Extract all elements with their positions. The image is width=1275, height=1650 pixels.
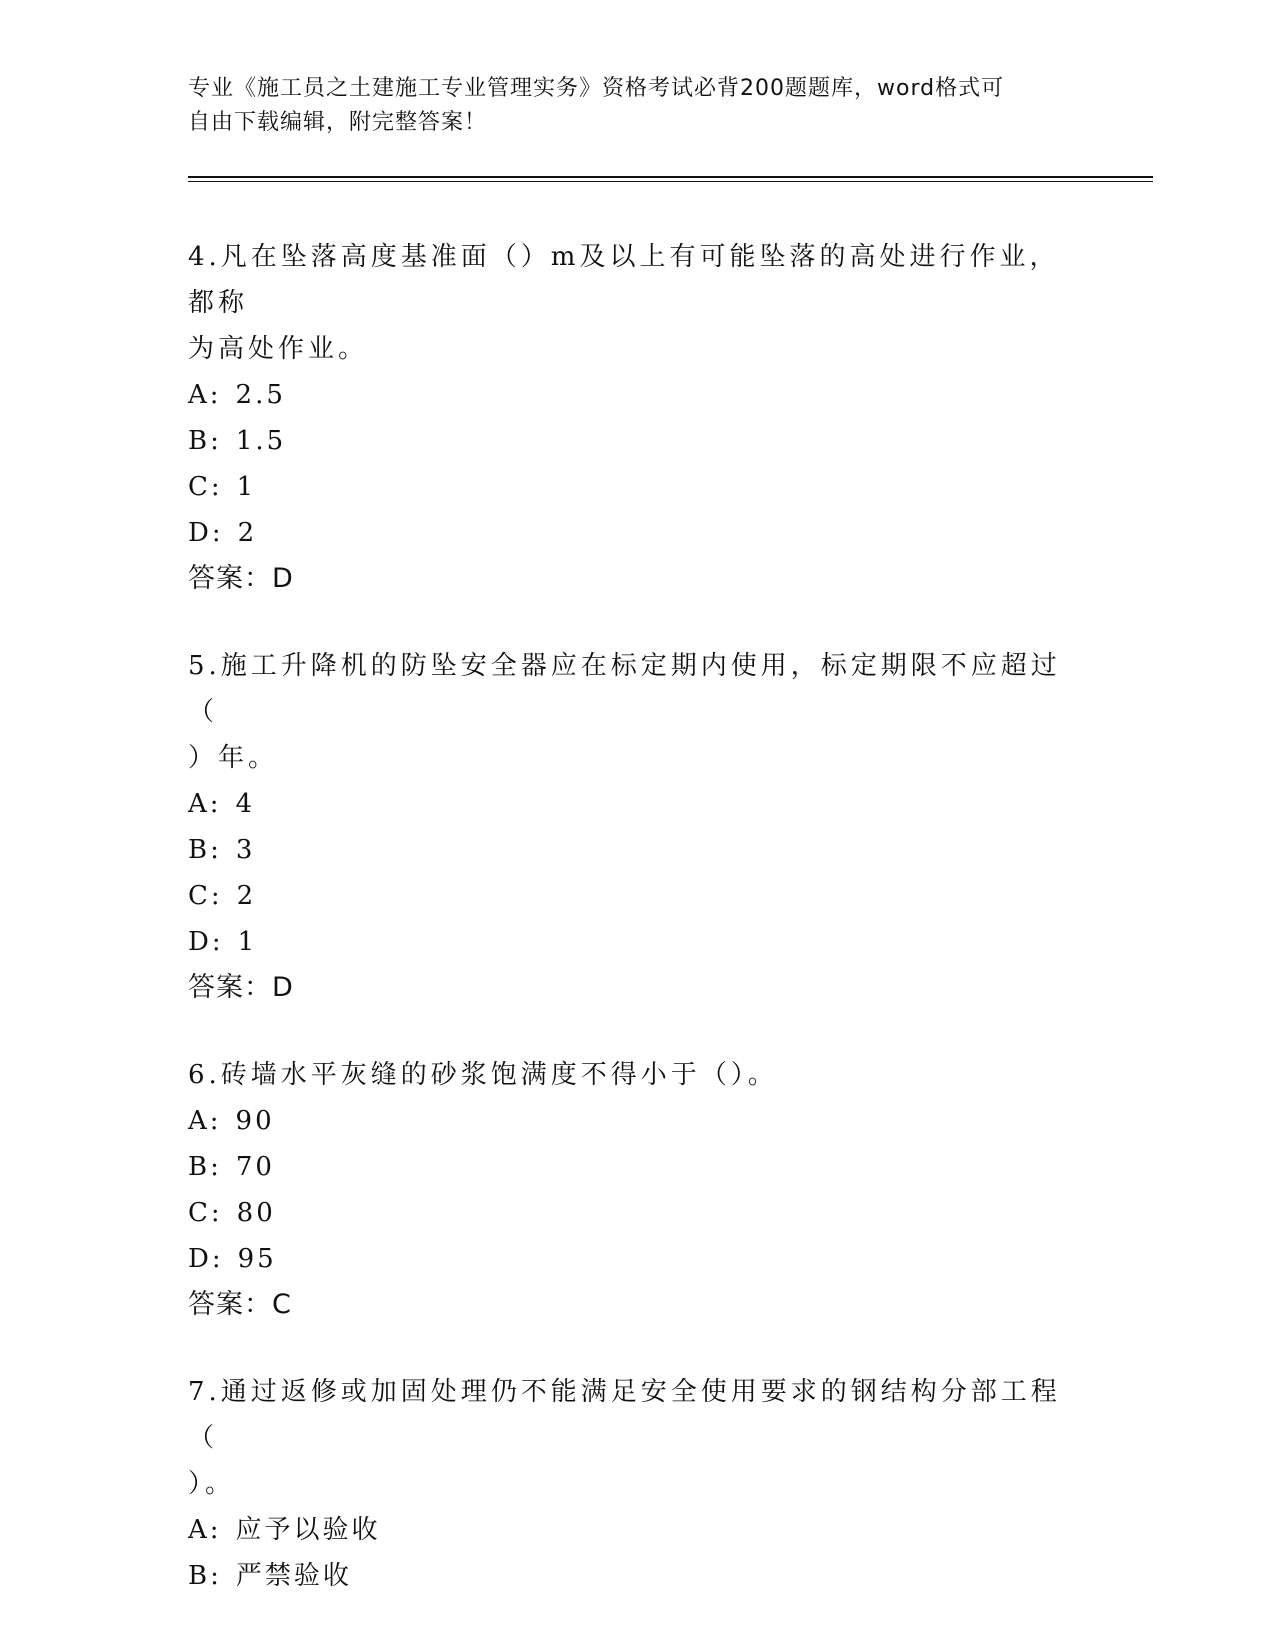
option-c <box>188 464 1088 510</box>
option-c <box>188 873 1088 919</box>
option-text: 1 <box>236 472 257 502</box>
option-text: 95 <box>237 1244 277 1274</box>
answer-line: 答案：D <box>188 563 294 594</box>
header-line-1: 专业《施工员之土建施工专业管理实务》资格考试必背200题题库，word格式可 <box>188 76 1005 101</box>
option-key: B: <box>188 426 222 456</box>
question-text-line-1: 4.凡在坠落高度基准面（）m及以上有可能坠落的高处进行作业，都称 <box>188 242 1060 318</box>
option-text: 80 <box>236 1198 276 1228</box>
document-header <box>188 72 1068 140</box>
option-key: B: <box>188 1561 222 1591</box>
option-key: A: <box>188 789 222 819</box>
question-4 <box>188 234 1088 602</box>
question-text-line-1: 7.通过返修或加固处理仍不能满足安全使用要求的钢结构分部工程（ <box>188 1377 1061 1453</box>
question-7 <box>188 1369 1088 1599</box>
question-6 <box>188 1052 1088 1328</box>
option-key: B: <box>188 835 222 865</box>
option-text: 2 <box>237 518 258 548</box>
option-key: C: <box>188 881 223 911</box>
answer-line: 答案：D <box>188 972 294 1003</box>
option-list <box>188 372 1088 556</box>
option-key: A: <box>188 1515 222 1545</box>
option-list <box>188 1507 1088 1599</box>
option-text: 3 <box>235 835 256 865</box>
option-text: 2 <box>236 881 257 911</box>
option-text: 90 <box>235 1106 275 1136</box>
header-divider <box>188 176 1153 182</box>
option-a <box>188 781 1088 827</box>
option-text: 2.5 <box>235 380 286 410</box>
question-text-line-1: 6.砖墙水平灰缝的砂浆饱满度不得小于（）。 <box>188 1060 778 1090</box>
option-b <box>188 1553 1088 1599</box>
option-a <box>188 1098 1088 1144</box>
option-text: 70 <box>235 1152 275 1182</box>
option-b <box>188 1144 1088 1190</box>
question-text-line-1: 5.施工升降机的防坠安全器应在标定期内使用，标定期限不应超过（ <box>188 651 1061 727</box>
option-text: 严禁验收 <box>235 1561 352 1591</box>
option-key: D: <box>188 518 224 548</box>
question-text <box>188 1369 1088 1507</box>
question-text-line-2: ）。 <box>188 1469 236 1499</box>
option-list <box>188 781 1088 965</box>
option-d <box>188 919 1088 965</box>
option-key: D: <box>188 1244 224 1274</box>
option-list <box>188 1098 1088 1282</box>
question-text-line-2: 为高处作业。 <box>188 334 369 364</box>
option-b <box>188 827 1088 873</box>
question-text-line-2: ）年。 <box>188 743 279 773</box>
header-line-2: 自由下载编辑，附完整答案！ <box>188 110 488 135</box>
option-key: B: <box>188 1152 222 1182</box>
option-text: 1 <box>237 927 258 957</box>
question-text <box>188 643 1088 781</box>
option-b <box>188 418 1088 464</box>
option-c <box>188 1190 1088 1236</box>
option-a <box>188 372 1088 418</box>
option-text: 4 <box>235 789 256 819</box>
question-text <box>188 1052 1088 1098</box>
question-5 <box>188 643 1088 1011</box>
question-text <box>188 234 1088 372</box>
option-text: 1.5 <box>235 426 287 456</box>
option-key: C: <box>188 1198 223 1228</box>
option-text: 应予以验收 <box>235 1515 381 1545</box>
option-key: D: <box>188 927 224 957</box>
option-key: C: <box>188 472 223 502</box>
option-key: A: <box>188 380 222 410</box>
answer-line: 答案：C <box>188 1289 292 1320</box>
option-key: A: <box>188 1106 222 1136</box>
option-a <box>188 1507 1088 1553</box>
option-d <box>188 510 1088 556</box>
question-list <box>188 234 1088 1640</box>
option-d <box>188 1236 1088 1282</box>
